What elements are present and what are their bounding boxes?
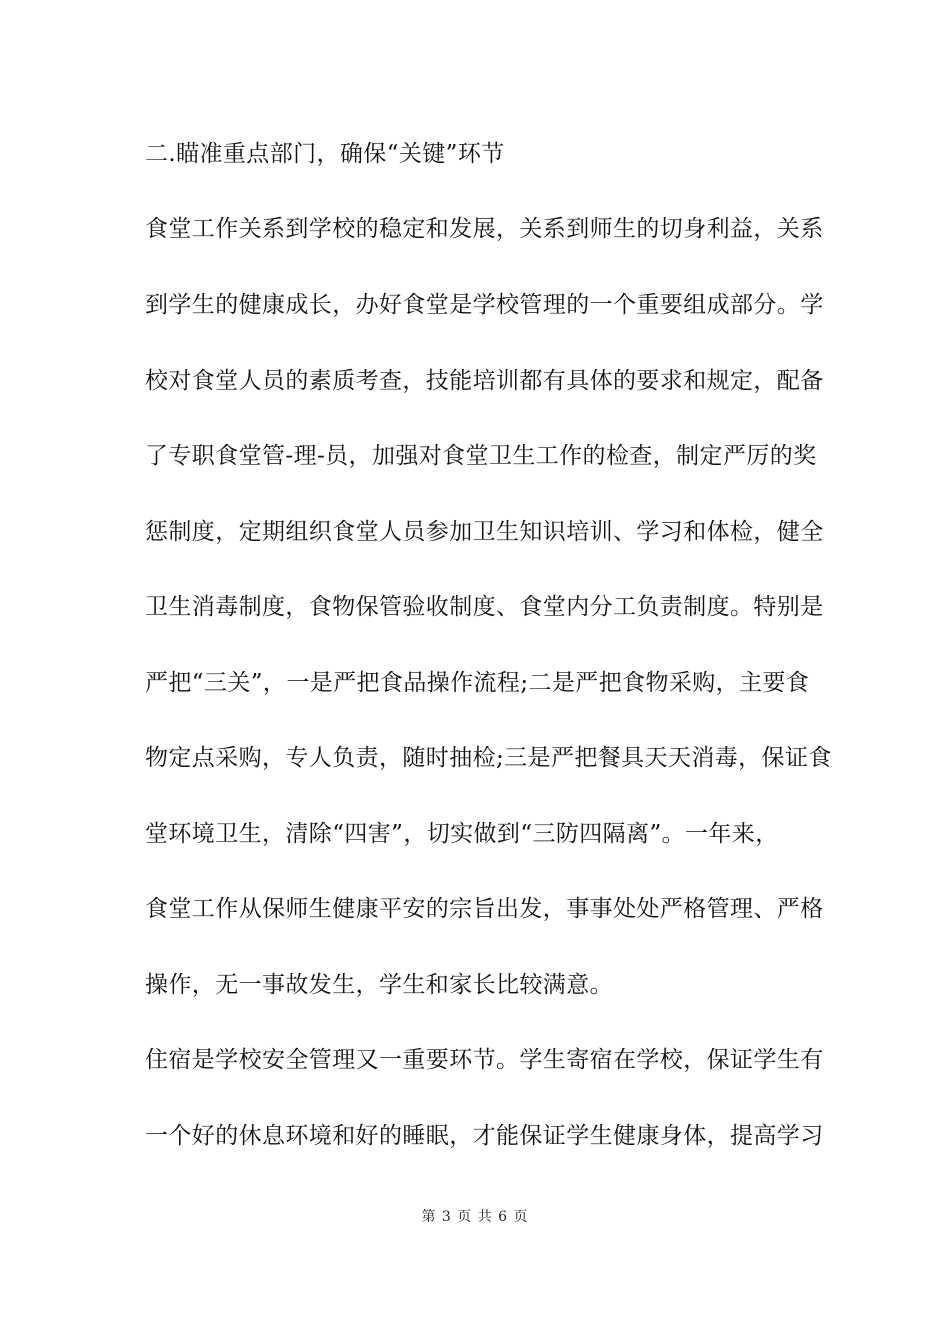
paragraph-line: 物定点采购，专人负责，随时抽检;三是严把餐具天天消毒，保证食 — [145, 745, 832, 771]
paragraph-line: 操作，无一事故发生，学生和家长比较满意。 — [145, 972, 613, 998]
page-number: 第 3 页 共 6 页 — [421, 1209, 529, 1225]
paragraph-line: 住宿是学校安全管理又一重要环节。学生寄宿在学校，保证学生有 — [145, 1047, 824, 1073]
paragraph-line: 卫生消毒制度，食物保管验收制度、食堂内分工负责制度。特别是 — [145, 594, 824, 620]
paragraph-line: 惩制度，定期组织食堂人员参加卫生知识培训、学习和体检，健全 — [145, 519, 824, 545]
paragraph-line: 食堂工作从保师生健康平安的宗旨出发，事事处处严格管理、严格 — [145, 896, 824, 922]
paragraph-line: 校对食堂人员的素质考查，技能培训都有具体的要求和规定，配备 — [145, 368, 824, 394]
paragraph-line: 一个好的休息环境和好的睡眠，才能保证学生健康身体，提高学习 — [145, 1123, 824, 1149]
paragraph-line: 严把“三关”，一是严把食品操作流程;二是严把食物采购，主要食 — [145, 670, 810, 696]
paragraph-line: 了专职食堂管-理-员，加强对食堂卫生工作的检查，制定严厉的奖 — [145, 443, 817, 469]
paragraph-line: 食堂工作关系到学校的稳定和发展，关系到师生的切身利益，关系 — [145, 216, 824, 242]
section-heading: 二.瞄准重点部门，确保“关键”环节 — [145, 141, 505, 167]
paragraph-line: 到学生的健康成长，办好食堂是学校管理的一个重要组成部分。学 — [145, 292, 824, 318]
paragraph-line: 堂环境卫生，清除“四害”，切实做到“三防四隔离”。一年来， — [145, 821, 779, 847]
